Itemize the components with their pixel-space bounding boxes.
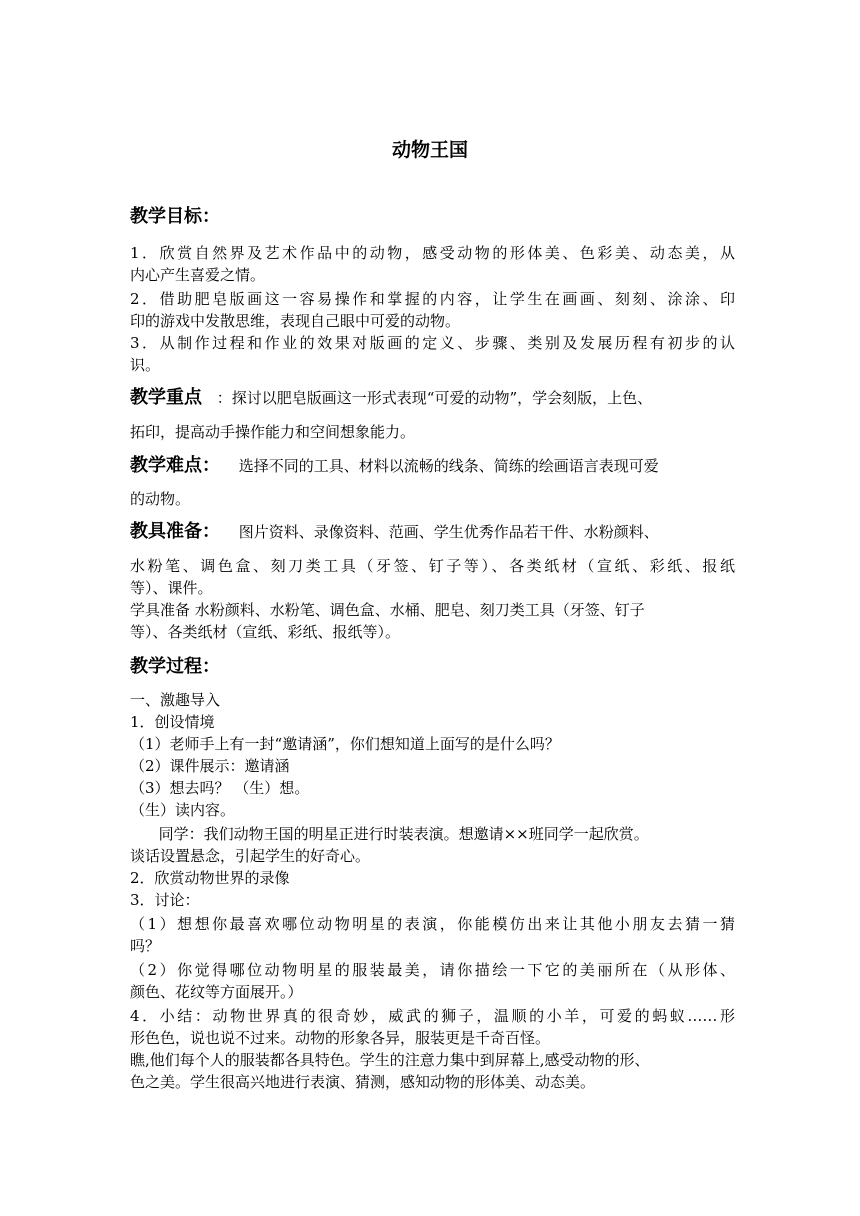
process-line: 瞧,他们每个人的服装都各具特色。学生的注意力集中到屏幕上,感受动物的形、	[130, 1051, 650, 1069]
goals-heading: 教学目标：	[130, 206, 220, 227]
key-points-text: ：探讨以肥皂版画这一形式表现“可爱的动物”，学会刻版，上色、	[216, 389, 653, 407]
process-line: 3．讨论：	[130, 891, 200, 909]
goals-line: 1．欣赏自然界及艺术作品中的动物，感受动物的形体美、色彩美、动态美，从	[130, 244, 735, 262]
goals-line: 印的游戏中发散思维，表现自己眼中可爱的动物。	[130, 312, 461, 330]
key-points-line	[130, 387, 735, 409]
page-title: 动物王国	[391, 139, 468, 161]
difficult-points-heading: 教学难点：	[130, 455, 220, 476]
process-line: 同学：我们动物王国的明星正进行时装表演。想邀请××班同学一起欣赏。	[130, 825, 649, 843]
tools-line: 等）、各类纸材（宣纸、彩纸、报纸等）。	[130, 623, 401, 641]
tools-line: 学具准备 水粉颜料、水粉笔、调色盒、水桶、肥皂、刻刀类工具（牙签、钉子	[130, 601, 645, 619]
process-line: 一、激趣导入	[130, 691, 221, 709]
difficult-points-line: 的动物。	[130, 490, 191, 508]
process-heading: 教学过程：	[130, 656, 220, 677]
process-line: 4．小结：动物世界真的很奇妙，威武的狮子，温顺的小羊，可爱的蚂蚁……形	[130, 1007, 735, 1025]
goals-line: 3．从制作过程和作业的效果对版画的定义、步骤、类别及发展历程有初步的认	[130, 334, 735, 352]
process-line: （1）老师手上有一封“邀请涵”，你们想知道上面写的是什么吗？	[130, 735, 560, 753]
difficult-points-line	[130, 455, 735, 477]
process-line: 1．创设情境	[130, 713, 215, 731]
tools-heading: 教具准备：	[130, 521, 220, 542]
process-line: （生）读内容。	[130, 801, 236, 819]
difficult-points-text: 选择不同的工具、材料以流畅的线条、简练的绘画语言表现可爱	[238, 457, 659, 475]
key-points-line: 拓印，提高动手操作能力和空间想象能力。	[130, 423, 416, 441]
process-line: 2．欣赏动物世界的录像	[130, 869, 290, 887]
process-line: 谈话设置悬念，引起学生的好奇心。	[130, 847, 371, 865]
key-points-heading: 教学重点	[130, 387, 202, 408]
process-line: （2）课件展示：邀请涵	[130, 757, 290, 775]
goals-line: 2．借助肥皂版画这一容易操作和掌握的内容，让学生在画画、刻刻、涂涂、印	[130, 290, 735, 308]
goals-line: 识。	[130, 356, 161, 374]
process-line: （2）你觉得哪位动物明星的服装最美，请你描绘一下它的美丽所在（从形体、	[130, 961, 735, 979]
tools-text: 图片资料、录像资料、范画、学生优秀作品若干件、水粉颜料、	[238, 523, 659, 541]
process-line: 色之美。学生很高兴地进行表演、猜测，感知动物的形体美、动态美。	[130, 1073, 596, 1091]
process-line: （1）想想你最喜欢哪位动物明星的表演，你能模仿出来让其他小朋友去猜一猜	[130, 915, 735, 933]
goals-line: 内心产生喜爱之情。	[130, 266, 266, 284]
tools-line: 水粉笔、调色盒、刻刀类工具（牙签、钉子等）、各类纸材（宣纸、彩纸、报纸	[130, 557, 735, 575]
process-line: 形色色，说也说不过来。动物的形象各异，服装更是千奇百怪。	[130, 1029, 551, 1047]
tools-line	[130, 521, 735, 543]
process-line: 颜色、花纹等方面展开。）	[130, 983, 303, 1001]
process-line: 吗？	[130, 937, 161, 955]
process-line: （3）想去吗？ （生）想。	[130, 779, 310, 797]
tools-line: 等）、课件。	[130, 579, 213, 597]
